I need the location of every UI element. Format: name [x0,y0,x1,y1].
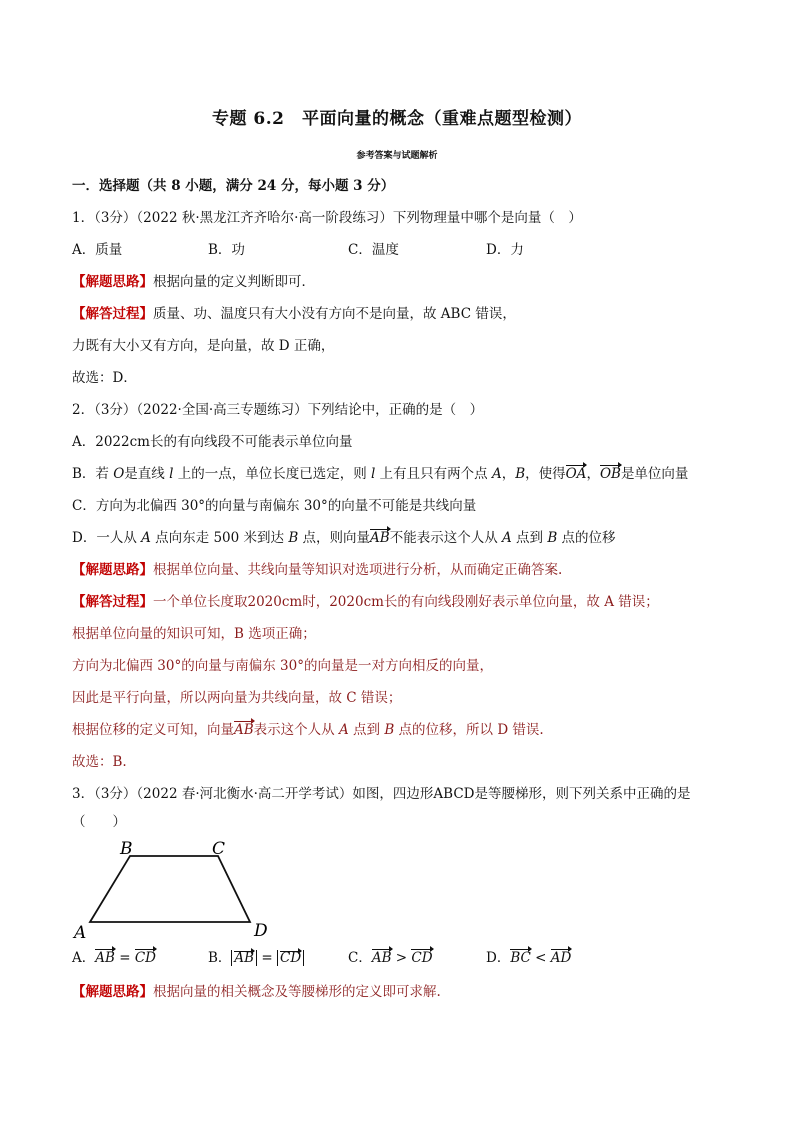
q1-process-2: 力既有大小又有方向，是向量，故 D 正确， [72,338,335,354]
text: 根据位移的定义可知，向量 [72,722,234,738]
q1-answer: 故选：D． [72,370,137,386]
vector-ab: AB [234,950,255,966]
text: 上有且只有两个点 [375,466,492,482]
text: 点的位移 [557,530,616,546]
q3-option-c [348,948,433,968]
text: B． [208,950,232,966]
abs-bracket [277,950,304,966]
math-var: O [113,466,125,482]
math-var: l [169,466,174,482]
q2-option-a: A．2022cm长的有向线段不可能表示单位向量 [72,434,353,450]
math-var: A [491,466,502,482]
q1-option-d: D．力 [486,242,524,258]
q3-idea-tag: 【解题思路】 [72,984,153,1000]
vector-ab: AB [95,950,115,966]
q3-stem-paren: （ ） [72,814,126,830]
math-var: B [384,722,395,738]
text: 是单位向量 [620,466,689,482]
text: 点到 [511,530,548,546]
vertex-label-d: D [254,921,268,941]
q1-process-tag: 【解答过程】 [72,306,153,322]
q1-option-c: C．温度 [348,242,399,258]
vector-cd: CD [411,950,433,966]
trapezoid-figure [70,838,280,946]
q2-process-5 [72,720,734,740]
text: 不能表示这个人从 [389,530,502,546]
text: ， [501,466,516,482]
q2-answer: 故选：B. [72,754,127,770]
text: 点，则向量 [298,530,371,546]
q2-option-b [72,464,734,484]
text: 点向东走 500 米到达 [150,530,289,546]
q3-idea [72,982,734,1002]
vertex-label-a: A [74,923,87,943]
q3-option-b [208,948,304,968]
text: ，使得 [525,466,566,482]
q3-stem: 3．（3分）（2022 春·河北衡水·高二开学考试）如图，四边形ABCD是等腰梯形，则下列关系中正确的是 [72,786,691,802]
vertex-label-c: C [212,839,226,859]
text: 是直线 [124,466,170,482]
q2-process-2: 根据单位向量的知识可知，B 选项正确； [72,626,316,642]
vector-ab: AB [371,950,392,966]
text: 点的位移，所以 D 错误. [394,722,544,738]
abs-bracket [231,950,257,966]
math-var: l [371,466,376,482]
text: = [257,950,277,966]
q1-idea [72,272,734,292]
q1-process-1 [72,304,734,324]
q1-option-a: A．质量 [72,242,123,258]
math-var: A [502,530,512,546]
vector-cd: CD [134,950,156,966]
q2-process-text-1: 一个单位长度取2020cm时，2020cm长的有向线段刚好表示单位向量，故 A 错误； [153,594,659,610]
text: A． [72,950,96,966]
page-title: 专题 6.2 平面向量的概念（重难点题型检测） [212,109,582,129]
text: < [530,950,551,966]
q2-process-3: 方向为北偏西 30°的向量与南偏东 30°的向量是一对方向相反的向量， [72,658,493,674]
q2-idea-tag: 【解题思路】 [72,562,153,578]
text: = [114,950,135,966]
vector-cd: CD [280,950,302,966]
q1-option-b: B．功 [208,242,245,258]
vector-ab: AB [234,722,254,738]
q2-process-tag: 【解答过程】 [72,594,153,610]
math-var: B [288,530,299,546]
q3-idea-text: 根据向量的相关概念及等腰梯形的定义即可求解. [153,984,441,1000]
text: C． [348,950,372,966]
q2-stem: 2．（3分）（2022·全国·高三专题练习）下列结论中，正确的是（ ） [72,402,484,418]
q2-option-c: C．方向为北偏西 30°的向量与南偏东 30°的向量不可能是共线向量 [72,498,477,514]
vector-ab: AB [370,530,390,546]
vector-ob: OB [599,466,621,482]
text: 表示这个人从 [253,722,339,738]
q2-idea [72,560,734,580]
q1-idea-text: 根据向量的定义判断即可． [153,274,315,290]
q2-option-d [72,528,734,548]
text: 点到 [348,722,385,738]
q1-stem: 1．（3分）（2022 秋·黑龙江齐齐哈尔·高一阶段练习）下列物理量中哪个是向量（ ） [72,210,582,226]
q2-idea-text: 根据单位向量、共线向量等知识对选项进行分析，从而确定正确答案. [153,562,563,578]
math-var: B [515,466,526,482]
text: D． [486,950,511,966]
vector-ad: AD [550,950,572,966]
q1-idea-tag: 【解题思路】 [72,274,153,290]
q3-option-d [486,948,571,968]
math-var: A [338,722,349,738]
q2-process-1 [72,592,734,612]
text: > [391,950,412,966]
math-var: B [547,530,558,546]
text: D．一人从 [72,530,142,546]
q1-process-text-1: 质量、功、温度只有大小没有方向不是向量，故 ABC 错误， [153,306,516,322]
vertex-label-b: B [120,839,133,859]
q3-option-a [72,948,156,968]
text: B．若 [72,466,114,482]
math-var: A [141,530,151,546]
q2-process-4: 因此是平行向量，所以两向量为共线向量，故 C 错误； [72,690,402,706]
page-subtitle: 参考答案与试题解析 [356,151,438,161]
text: ， [586,466,600,482]
trapezoid-abcd [90,856,250,922]
text: 上的一点，单位长度已选定，则 [173,466,372,482]
vector-bc: BC [510,950,531,966]
section-heading: 一．选择题（共 8 小题，满分 24 分，每小题 3 分） [72,178,395,194]
vector-oa: OA [565,466,587,482]
